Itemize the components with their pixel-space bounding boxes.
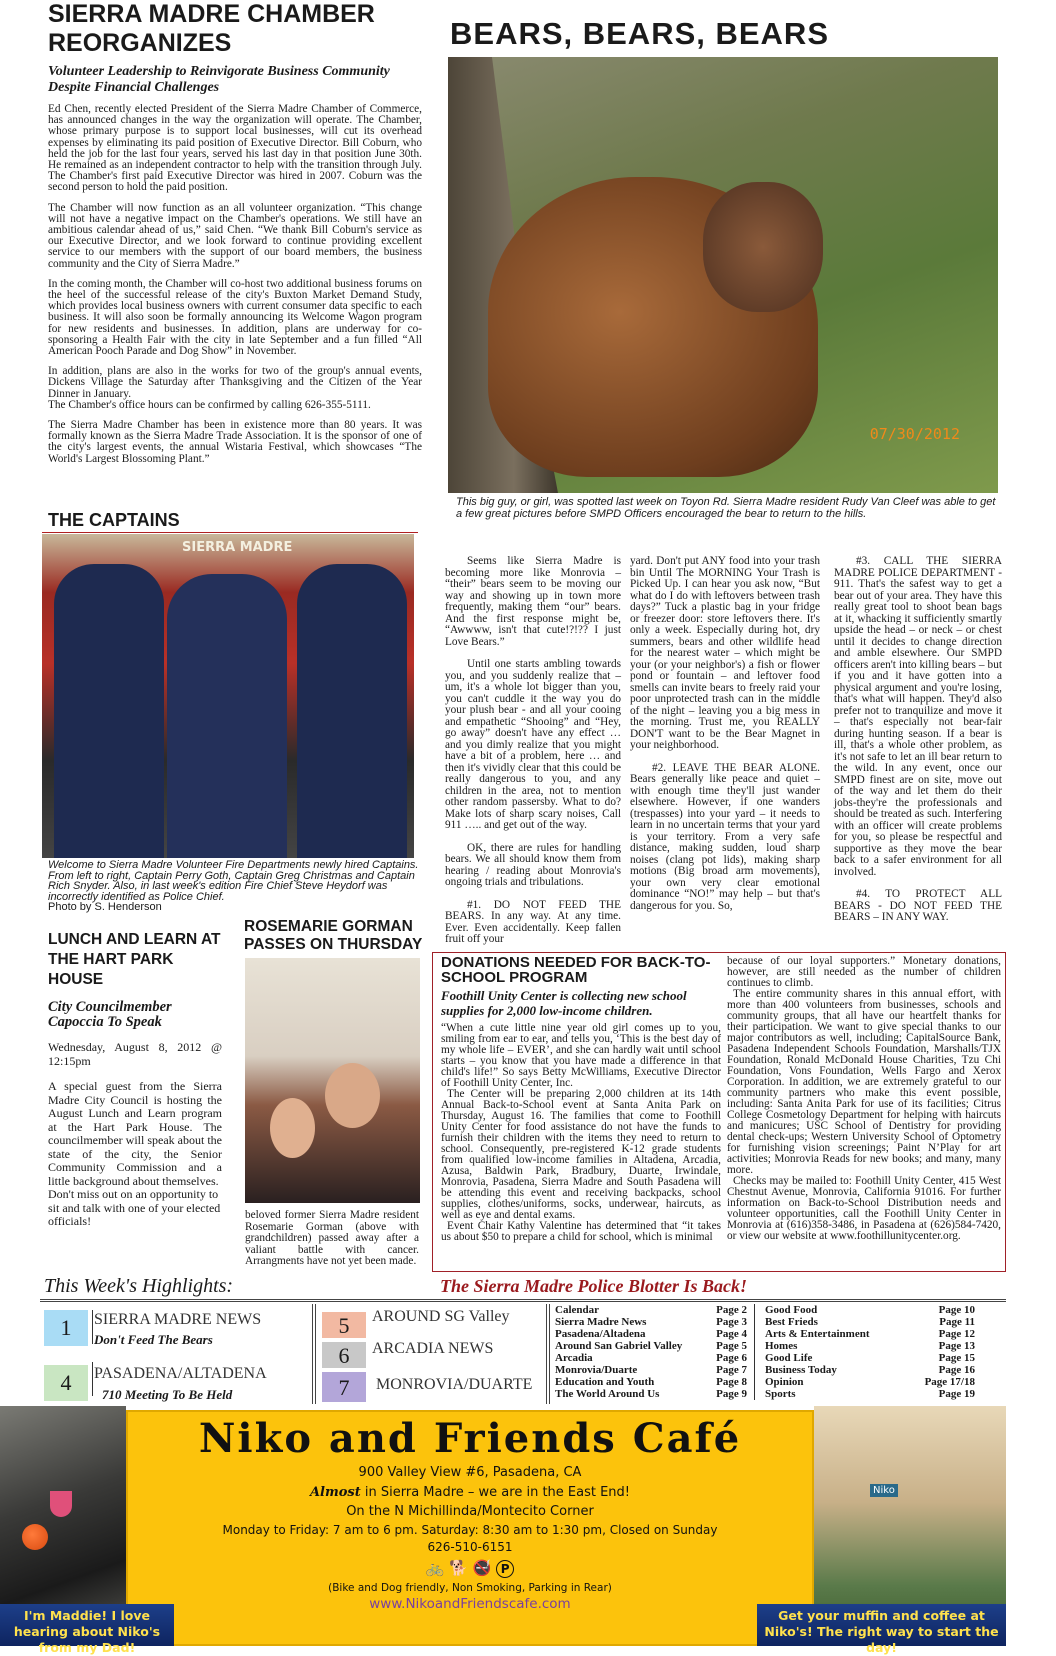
ad-phone[interactable]: 626-510-6151 [427,1540,513,1554]
paragraph: Until one starts ambling towards you, and you suddenly realize that – um, it's a whole lot bigger than you, you can't cuddle it the way you do your plush bear - and all your cooing and empathetic “Shooing” and “Hey, go away” doesn't have any effect … and you dimly realize that you might have a bit of a problem, here … and then it's vividly clear that this could be really dangerous to you, and any children in the area, not to mention other random passersby. What to do? Make lots of sharp scary noises, Call 911 ….. and get out of the way. [445,658,621,831]
donations-subhead: Foothill Unity Center is collecting new school supplies for 2,000 low-income children. [441,988,687,1018]
captain-figure [54,564,164,858]
toc-page-number: Page 4 [716,1328,747,1340]
page-number-badge: 6 [322,1342,366,1368]
toc-page-number: Page 16 [938,1364,975,1376]
highlight-item-7[interactable] [322,1372,542,1402]
ad-hours: Monday to Friday: 7 am to 6 pm. Saturday: 8:30 am to 1:30 pm, Closed on Sunday [222,1523,718,1537]
toc-entry[interactable] [765,1304,975,1316]
page-number-badge: 7 [322,1372,366,1402]
toc-section-name: Sierra Madre News [555,1316,647,1328]
toc-page-number: Page 3 [716,1316,747,1328]
bears-column-1 [445,556,621,957]
ad-address: 900 Valley View #6, Pasadena, CA [358,1465,582,1480]
highlight-subtitle: Don't Feed The Bears [94,1332,213,1347]
caption-text: Welcome to Sierra Madre Volunteer Fire Departments newly hired Captains. From left to right, Captain Perry Goth, Captain Greg Christmas and Captain Rich Snyder. Also, in last week's edition Fire Chief Steve Heydorf was incorrectly identified as Police Chief. [48,859,419,903]
toc-page-number: Page 7 [716,1364,747,1376]
highlight-label: PASADENA/ALTADENA [94,1365,267,1382]
column-divider [546,1304,550,1404]
highlights-title: This Week's Highlights: [44,1275,234,1297]
highlight-subtitle: 710 Meeting To Be Held [102,1387,233,1402]
toc-section-name: Around San Gabriel Valley [555,1340,683,1352]
donations-headline: DONATIONS NEEDED FOR BACK-TO-SCHOOL PROGRAM [441,954,711,986]
toc-page-number: Page 13 [938,1340,975,1352]
lunch-body-2: Don't miss out on an opportunity to sit and talk with one of your elected officials! [48,1187,221,1228]
donations-right [727,956,1001,1242]
captain-figure [297,564,407,858]
ball [22,1524,48,1550]
paragraph: Checks may be mailed to: Foothill Unity Center, 415 West Chestnut Avenue, Monrovia, California 91016. For further information on Back-to-School Distribution needs and volunteer opportunities, call the Foothill Unity Center in Monrovia at (616)358-3486, in Pasadena at (626)584-7420, or view our website at www.foothillunitycenter.org. [727,1175,1001,1242]
no-smoking-icon: 🚭 [472,1559,492,1577]
headline-line: REORGANIZES [48,29,232,57]
dog-tongue [50,1491,72,1517]
toc-entry[interactable] [555,1304,747,1316]
bear-photo-caption: This big guy, or girl, was spotted last week on Toyon Rd. Sierra Madre resident Rudy Van Cleef was able to get a few great pictures before SMPD Officers encouraged the bear to return to the hills. [456,496,996,520]
page-number-badge: 4 [44,1365,88,1401]
store-sign: Niko [870,1484,898,1497]
toc-page-number: Page 17/18 [924,1376,975,1388]
table-of-contents-right [765,1304,975,1400]
ad-amenity-icons [128,1559,812,1578]
paragraph: In addition, plans are also in the works for two of the group's annual events, Dickens Village the Saturday after Thanksgiving and the Citizen of the Year Dinner in January. [48,365,422,400]
ad-website[interactable]: www.NikoandFriendscafe.com [369,1596,571,1612]
chamber-article [48,0,422,474]
page-number-badge: 5 [322,1312,366,1338]
headline-line: SIERRA MADRE CHAMBER [48,0,375,28]
bicycle-icon: 🚲 [425,1559,445,1577]
toc-page-number: Page 15 [938,1352,975,1364]
donations-left [441,955,721,1243]
toc-section-name: Arcadia [555,1352,593,1364]
paragraph: Event Chair Kathy Valentine has determined that “it takes us about $50 to prepare a child for school, which is minimal [441,1220,721,1243]
toc-section-name: Homes [765,1340,798,1352]
ad-location-text: in Sierra Madre – we are in the East End! [360,1485,631,1500]
captains-caption [48,860,420,913]
paragraph: OK, there are rules for handling bears. We all should know them from hearing / reading about Monrovia's ongoing trials and tribulations. [445,841,621,888]
bear-photo [448,57,998,493]
toc-page-number: Page 11 [939,1316,975,1328]
toc-entry[interactable] [555,1376,747,1388]
bears-column-3 [834,556,1002,935]
page-number-badge: 1 [44,1310,88,1346]
toc-entry[interactable] [765,1376,975,1388]
bears-column-2 [630,556,820,923]
fire-truck-sign: SIERRA MADRE [182,540,293,555]
toc-page-number: Page 2 [716,1304,747,1316]
toc-section-name: Calendar [555,1304,599,1316]
paragraph: Ed Chen, recently elected President of the Sierra Madre Chamber of Commerce, has announced changes in the way the organization will operate. The Chamber, whose primary purpose is to support local businesses, will cut its overhead expenses by eliminating its paid position of Executive Director. Bill Coburn, who held the job for the last four years, served his last day in that position June 30th. He remained as an independent contractor to help with the transition through July. The Chamber's first paid Executive Director was hired in 2007. Coburn was the second person to hold the paid position. [48,103,422,194]
toc-section-name: Pasadena/Altadena [555,1328,646,1340]
table-of-contents-left [555,1304,747,1400]
toc-page-number: Page 6 [716,1352,747,1364]
ad-title: Niko and Friends Café [198,1415,742,1462]
highlight-label: SIERRA MADRE NEWS [94,1311,262,1328]
toc-section-name: Monrovia/Duarte [555,1364,638,1376]
toc-page-number: Page 5 [716,1340,747,1352]
toc-divider [754,1304,755,1400]
toc-entry[interactable] [555,1328,747,1340]
toc-section-name: Opinion [765,1376,804,1388]
toc-section-name: Education and Youth [555,1376,655,1388]
chamber-subhead: Volunteer Leadership to Reinvigorate Business Community Despite Financial Challenges [48,64,390,95]
highlights-rule [40,1299,1006,1302]
lunch-headline: LUNCH AND LEARN AT THE HART PARK HOUSE [48,931,221,988]
dog-icon: 🐕 [449,1559,468,1577]
toc-entry[interactable] [765,1388,975,1400]
toc-section-name: Best Frieds [765,1316,818,1328]
toc-page-number: Page 10 [938,1304,975,1316]
lunch-body: A special guest from the Sierra Madre City Council is hosting the August Lunch and Learn program at the Hart Park House. The councilmember will speak about the state of the city, the Senior Community Commission and a little background about themselves. [48,1079,222,1188]
muffin-label: Get your muffin and coffee at Niko's! The right way to start the day! [757,1604,1006,1646]
toc-page-number: Page 19 [938,1388,975,1400]
paragraph: #4. TO PROTECT ALL BEARS - DO NOT FEED THE BEARS – IN ANY WAY. [834,888,1002,923]
parking-icon: P [496,1560,514,1578]
photo-date-stamp: 07/30/2012 [869,425,960,443]
paragraph: “When a cute little nine year old girl comes up to you, smiling from ear to ear, and tells you, ‘This is the best day of my whole life – EVER’, and she can hardly wait until school starts – you know that you have made a difference in that child's life!” So says Betty McWilliams, Executive Director of Foothill Unity Center, Inc. [441,1022,721,1089]
toc-section-name: Good Life [765,1352,813,1364]
highlight-item-1[interactable] [44,1310,294,1354]
toc-section-name: Arts & Entertainment [765,1328,870,1340]
niko-ad [126,1410,814,1646]
toc-section-name: Business Today [765,1364,837,1376]
ad-amenities-note: (Bike and Dog friendly, Non Smoking, Parking in Rear) [328,1582,612,1594]
highlight-label: MONROVIA/DUARTE [376,1376,533,1393]
toc-page-number: Page 8 [716,1376,747,1388]
highlight-label: AROUND SG Valley [372,1308,510,1325]
lunch-date: Wednesday, August 8, 2012 @ 12:15pm [48,1040,222,1068]
highlight-item-4[interactable] [44,1362,294,1406]
paragraph: The Center will be preparing 2,000 children at its 14th Annual Back-to-School event at Santa Anita Park on Thursday, August 16. The families that come to Foothill Unity Center for food assistance do not have the funds to furnish their children with the items they need to return to school. Consequently, pre-registered K-12 grade students from qualified low-income families in Altadena, Arcadia, Azusa, Baldwin Park, Bradbury, Duarte, Irwindale, Monrovia, Pasadena, Sierra Madre and South Pasadena will be attending this event and receiving backpacks, school supplies, clothes/uniforms, socks, underwear, haircuts, as well as eye and dental exams. [441,1088,721,1221]
chamber-headline [48,0,422,58]
maddie-label: I'm Maddie! I love hearing about Niko's from my Dad! [0,1604,174,1646]
bear-head [703,182,823,312]
ad-corner: On the N Michillinda/Montecito Corner [346,1504,594,1519]
person-face [325,1063,380,1128]
ad-almost: Almost [309,1485,361,1500]
paragraph: #1. DO NOT FEED THE BEARS. In any way. At any time. Ever. Even accidentally. Keep fallen fruit off your [445,898,621,945]
toc-page-number: Page 12 [938,1328,975,1340]
paragraph: Seems like Sierra Madre is becoming more like Monrovia – “their” bears seem to be moving our way and showing up in town more frequently, making them “our” bears. And the first response might be, “Awwww, isn't that cute!?!?? I just Love Bears.” [445,555,621,648]
toc-entry[interactable] [555,1340,747,1352]
captains-rule [42,532,418,533]
paragraph: #3. CALL THE SIERRA MADRE POLICE DEPARTMENT - 911. That's the safest way to get a bear out of your area. They have this really great tool to shoot bean bags at it, whacking it sufficiently smartly upside the head – or neck – or chest until it decides to change direction and amble elsewhere. Our SMPD officers aren't into killing bears – but if you and it have gotten into a physical argument and you're losing, that's what will happen. They'd also prefer not to tranquilize and move it – that's especially not bear-fair during hunting season. If a bear is ill, that's a whole other problem, as it's not safe to let an ill bear return to the wild. In any event, once our SMPD finest are on site, move out of the way and let them do their jobs-they're the professionals and should be treated as such. Interfering with an officer will create problems for you, so please be respectful and supportive as they move the bear back to a safer environment for all involved. [834,555,1002,878]
lunch-subhead: City Councilmember Capoccia To Speak [48,999,172,1030]
lunch-article [48,930,222,1229]
toc-entry[interactable] [555,1316,747,1328]
toc-entry[interactable] [555,1388,747,1400]
rosemarie-headline: ROSEMARIE GORMAN PASSES ON THURSDAY [244,918,423,953]
photo-credit: Photo by S. Henderson [48,901,162,913]
toc-section-name: The World Around Us [555,1388,660,1400]
ad-location [128,1485,812,1500]
toc-page-number: Page 9 [716,1388,747,1400]
rosemarie-photo [245,958,420,1203]
toc-entry[interactable] [765,1328,975,1340]
rosemarie-body: beloved former Sierra Madre resident Rosemarie Gorman (above with grandchildren) passed away after a valiant battle with cancer. Arrangments have not yet been made. [245,1209,419,1267]
toc-entry[interactable] [765,1316,975,1328]
divider [92,1362,93,1396]
paragraph: The Chamber's office hours can be confirmed by calling 626-355-5111. [48,398,371,411]
paragraph: The Chamber will now function as an all volunteer organization. “This change will not have a negative impact on the Chamber's operations. We still have an ambitious calendar ahead of us,” said Chen. “We thank Bill Coburn's service as our Executive Director, and we look forward to continue providing excellent service to our members with the support of our board members, the business community and the City of Sierra Madre.” [48,201,422,270]
toc-entry[interactable] [765,1340,975,1352]
toc-entry[interactable] [555,1364,747,1376]
police-blotter-banner[interactable]: The Sierra Madre Police Blotter Is Back! [440,1276,747,1296]
paragraph: yard. Don't put ANY food into your trash bin Until The MORNING Your Trash is Picked Up. I can hear you ask now, “But what do I do with leftovers between trash days?” Tuck a plastic bag in your fridge or freezer door: store leftovers there. It's only a week. Especially during hot, dry summers, bears and other wildlife head for the nearest water – which might be your (or your neighbor's) a fish or flower pond or fountain – and leftover food smells can invite bears to freely raid your poor unprotected trash can in the middle of the night – leaving you a big mess in the morning. Trust me, you REALLY DON'T want to be the Bear Magnet in your neighborhood. [630,555,820,751]
paragraph: In the coming month, the Chamber will co-host two additional business forums on the heel of the successful release of the city's Buxton Market Demand Study, which provides local business owners with current consumer data specific to each business. It will also soon be formally announcing its Welcome Wagon program for new residents and businesses. In addition, plans are underway for co-sponsoring a Health Fair with the city in late September and a fun filled “All American Pooch Parade and Dog Show” in November. [48,277,422,358]
paragraph: #2. LEAVE THE BEAR ALONE. Bears generally like peace and quiet – with enough time they'll just wander elsewhere. However, if one wanders (trespasses) into your yard – it needs to learn in no uncertain terms that your yard is your territory. From a very safe distance, making sudden, loud sharp noises (clang pot lids), making sharp motions (Big broad arm movements), your own very clear emotional dominance “NO!” may help – but that's dangerous for you. So, [630,761,820,912]
person-face [270,1098,315,1158]
highlight-item-5[interactable] [322,1308,542,1340]
captains-photo [42,534,414,858]
highlight-item-6[interactable] [322,1340,542,1370]
captains-headline: THE CAPTAINS [48,510,180,530]
bears-headline: BEARS, BEARS, BEARS [450,16,829,51]
toc-section-name: Good Food [765,1304,818,1316]
divider [92,1310,93,1344]
toc-entry[interactable] [765,1364,975,1376]
toc-section-name: Sports [765,1388,796,1400]
paragraph: because of our loyal supporters.” Monetary donations, however, are still needed as the number of children continues to climb. [727,955,1001,989]
paragraph: The Sierra Madre Chamber has been in existence more than 80 years. It was formally known as the Sierra Madre Trade Association. It is the sponsor of one of the city's largest events, the annual Wistaria Festival, which showcases “The World's Largest Blossoming Plant.” [48,419,422,465]
toc-entry[interactable] [765,1352,975,1364]
toc-entry[interactable] [555,1352,747,1364]
highlight-label: ARCADIA NEWS [372,1340,494,1357]
paragraph: The entire community shares in this annual effort, with more than 400 volunteers from businesses, schools and community groups, that all have our heartfelt thanks for their participation. We want to give special thanks to our major contributors as well, including; CapitalSource Bank, Pasadena Independent Schools Foundation, Marshalls/TJX Foundation, Ronald McDonald House Charities, Tzu Chi Foundation, Vons Foundation, Wells Fargo and Xerox Corporation. In addition, we are extremely grateful to our community partners who make this event possible, including: Santa Anita Park for use of its facilities; Citrus College Cosmetology Department for helping with haircuts and manicures; USC School of Dentistry for providing dental check-ups; Western University School of Optometry for furnishing vision screenings; Paint N’Play for art activities; Monrovia Reads for new books; and many, many more. [727,988,1001,1176]
column-divider [312,1304,316,1404]
captain-figure [167,574,287,858]
